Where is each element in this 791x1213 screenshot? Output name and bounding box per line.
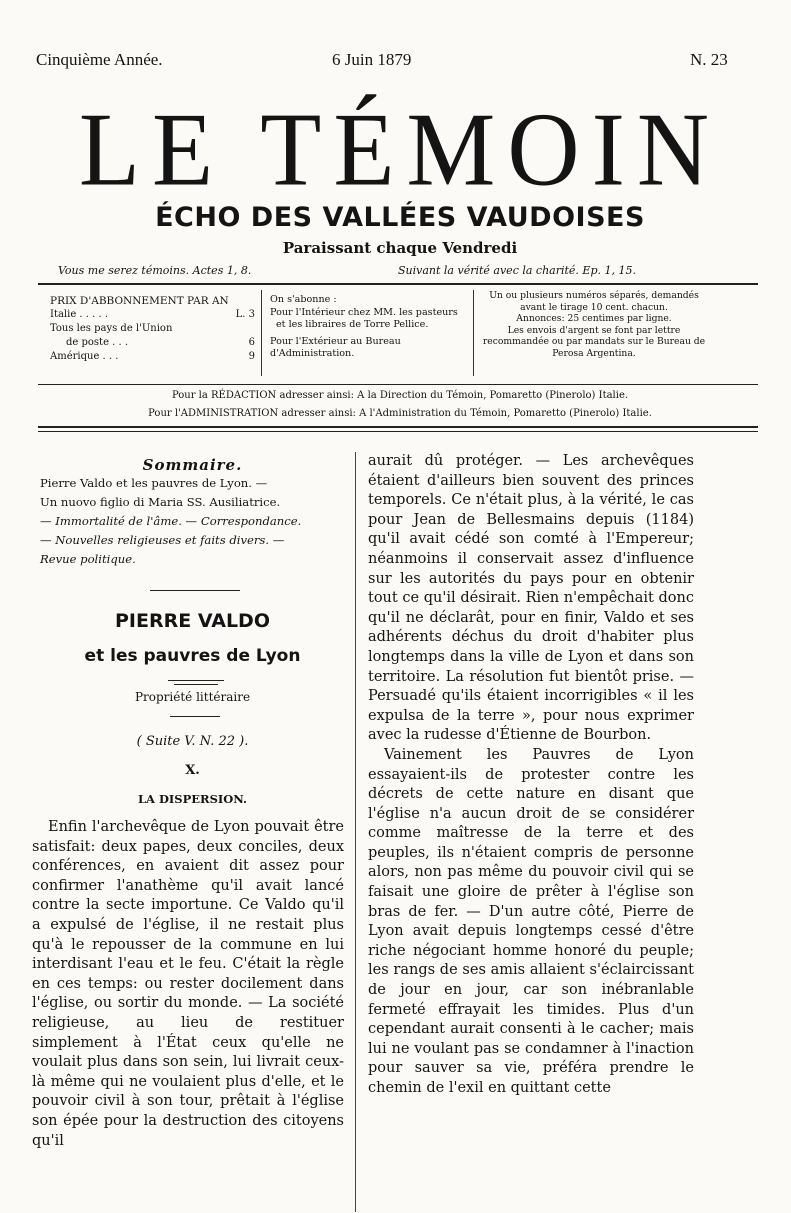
issue-number: N. 23 — [690, 50, 728, 69]
article-subtitle: et les pauvres de Lyon — [84, 646, 301, 666]
suite-note: ( Suite V. N. 22 ). — [136, 734, 249, 749]
rights-note: Propriété littéraire — [134, 690, 251, 704]
motto-left: Vous me serez témoins. Actes 1, 8. — [58, 264, 252, 277]
address-rule — [38, 384, 758, 385]
header-bottom-rule — [38, 426, 758, 428]
sommaire-title: Sommaire. — [142, 456, 243, 474]
section-title: LA DISPERSION. — [137, 792, 248, 806]
address-redaction: Pour la RÉDACTION adresser ainsi: A la Direction du Témoin, Pomaretto (Pinerolo) Italie. — [171, 390, 629, 401]
separator-rule — [150, 590, 240, 591]
ornament-rule — [174, 684, 218, 685]
masthead-subtitle: ÉCHO DES VALLÉES VAUDOISES — [155, 202, 645, 233]
masthead-title: LE TÉMOIN — [78, 91, 722, 208]
sommaire-text: Pierre Valdo et les pauvres de Lyon. — Un nuovo figlio di Maria SS. Ausiliatrice. — Immortalité de l'âme. — Correspondance. — Nouvelles religieuses et faits divers. — Revue politique. — [40, 476, 302, 566]
article-paragraph: Enfin l'archevêque de Lyon pouvait être satisfait: deux papes, deux conciles, deux conférences, en avaient dit assez pour confirmer l'anathème qu'il avait lancé contre la secte importune. Ce Valdo qu'il a expulsé de l'église, il ne restait plus qu'à le repousser de la commune en lui interdisant l'eau et le feu. C'était la règle en ces temps: ou rester docilement dans l'église, ou sortir du monde. — La société religieuse, au lieu de restituer simplement à l'État ceux qu'elle ne voulait plus dans son sein, lui livrait ceux-là même qui ne voulaient plus d'elle, et le pouvoir civil à son tour, prêtait à l'église son épée pour la destruction des citoyens qu'il — [32, 819, 344, 1149]
chapter-number: X. — [185, 763, 200, 778]
article-title: PIERRE VALDO — [115, 610, 270, 632]
subscription-notes: Un ou plusieurs numéros séparés, demandés avant le tirage 10 cent. chacun. Annonces: 25 centimes par ligne. Les envois d'argent se font par lettre recommandée ou par mandats sur le Bureau de Perosa Argentina. — [482, 290, 706, 359]
address-administration: Pour l'ADMINISTRATION adresser ainsi: A l'Administration du Témoin, Pomaretto (Pinerolo) Italie. — [148, 408, 652, 419]
ornament-rule — [168, 680, 224, 681]
top-rule — [38, 283, 758, 285]
subscription-where: On s'abonne : Pour l'Intérieur chez MM. les pasteurs et les libraires de Torre Pellice. Pour l'Extérieur au Bureau d'Administration. — [264, 290, 474, 376]
motto-right: Suivant la vérité avec la charité. Ep. 1, 15. — [398, 264, 636, 277]
ornament-rule — [170, 716, 220, 717]
subscription-prices — [44, 290, 262, 376]
column-divider — [355, 452, 356, 1212]
issue-date: 6 Juin 1879 — [332, 50, 412, 69]
subscription-title: PRIX D'ABBONNEMENT PAR AN — [50, 295, 229, 307]
edition-year: Cinquième Année. — [36, 50, 163, 69]
periodicity: Paraissant chaque Vendredi — [282, 239, 518, 257]
article-column-2 — [368, 452, 694, 1099]
article-paragraph: Vainement les Pauvres de Lyon essayaient-ils de protester contre les décrets de cette nature en disant que l'église n'a aucun droit de se considérer comme maîtresse de la terre et des peuples, ils n'étaient compris de personne alors, non pas même du pouvoir civil qui se faisait une gloire de prêter à l'église son bras de fer. — D'un autre côté, Pierre de Lyon avait depuis longtemps cessé d'être riche négociant homme honoré du peuple; les rangs de ses amis allaient s'éclaircissant de jour en jour, car son inébranlable fermeté effrayait les timides. Plus d'un cependant aurait consenti à le cacher; mais lui ne voulant pas se condamner à l'inaction pour sauver sa vie, préféra prendre le chemin de l'exil en quittant cette — [368, 746, 694, 1096]
article-paragraph: aurait dû protéger. — Les archevêques étaient d'ailleurs bien souvent des princes temporels. Ce n'était plus, à la vérité, le cas pour Jean de Bellesmains depuis (1184) qu'il avait cédé son comté à l'Empereur; néanmoins il conservait assez d'influence sur les autorités du pays pour en obtenir tout ce qu'il désirait. Rien n'empêchait donc qu'il ne déclarât, pour en finir, Valdo et ses adhérents déchus du droit d'habiter plus longtemps dans la ville de Lyon et dans son territoire. La résolution fut bientôt prise. — Persuadé qu'ils étaient incorrigibles « il les expulsa de la terre », pour nous exprimer avec la rudesse d'Étienne de Bourbon. — [368, 453, 694, 744]
price-row: Amérique . . . 9 — [50, 351, 255, 362]
header-bottom-rule-thin — [38, 431, 758, 432]
article-column-1 — [32, 818, 344, 1151]
price-row: de poste . . . 6 — [66, 337, 255, 348]
price-row: Tous les pays de l'Union — [50, 323, 173, 334]
price-row: Italie . . . . . L. 3 — [50, 309, 255, 320]
